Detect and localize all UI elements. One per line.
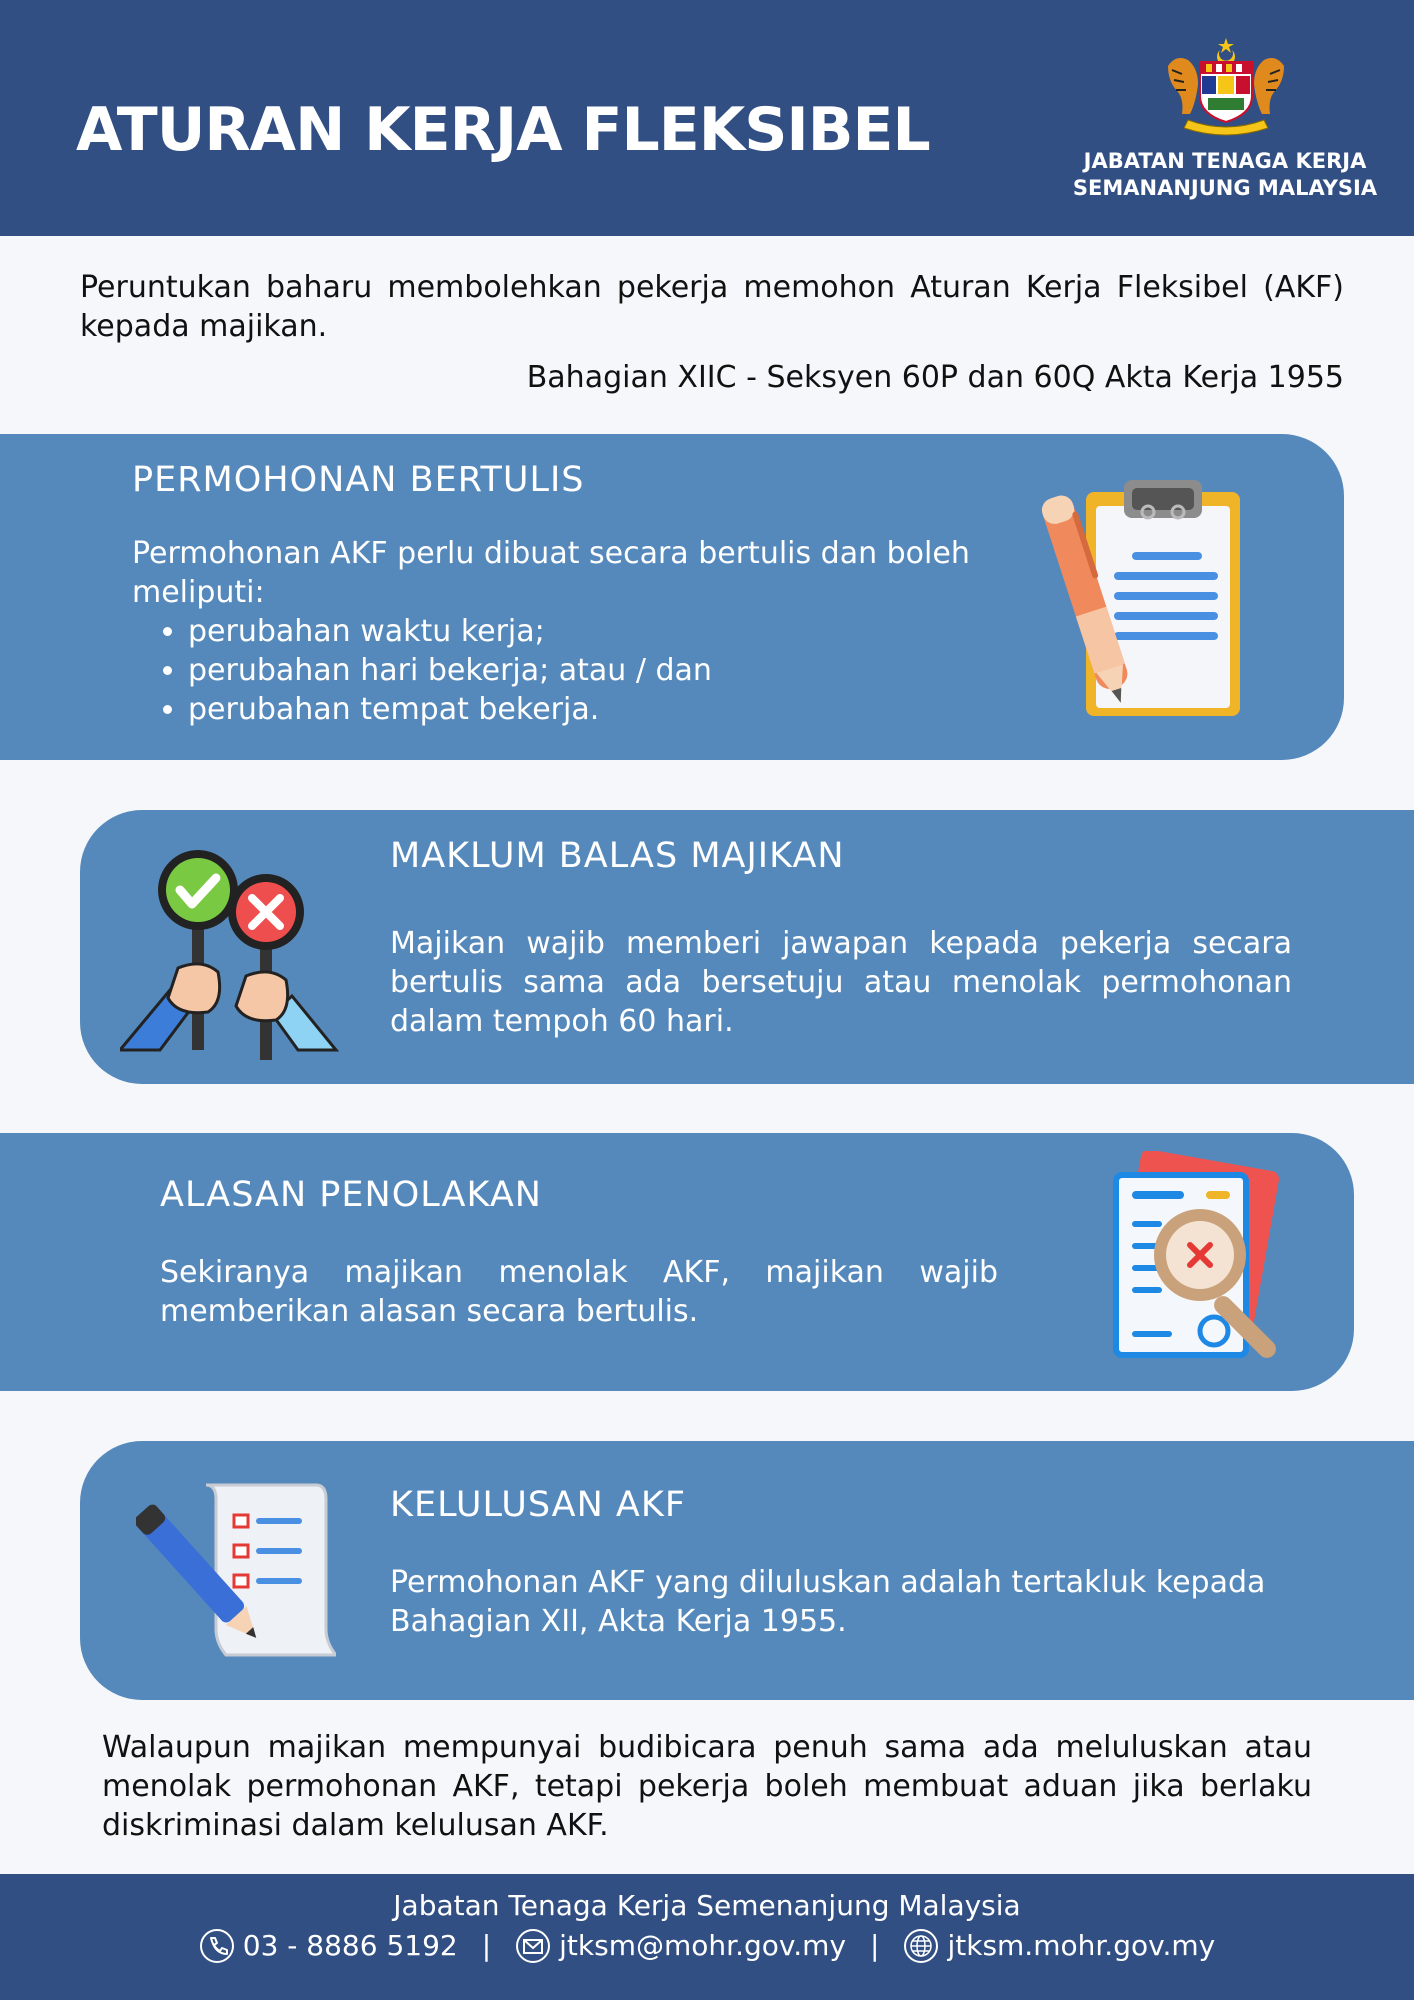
closing-note: Walaupun majikan mempunyai budibicara penuh sama ada meluluskan atau menolak permohonan AKF, tetapi pekerja boleh membuat aduan jika berlaku diskriminasi dalam kelulusan AKF. xyxy=(102,1730,1312,1843)
separator: | xyxy=(870,1929,880,1962)
email-icon xyxy=(515,1928,551,1964)
approve-reject-signs-icon xyxy=(120,840,350,1060)
section-maklum-balas-majikan xyxy=(80,810,1414,1084)
bullet-list xyxy=(132,612,982,729)
footer-agency: Jabatan Tenaga Kerja Semenanjung Malaysia xyxy=(393,1889,1021,1922)
agency-line-2: SEMANANJUNG MALAYSIA xyxy=(1072,176,1378,200)
website-link[interactable]: jtksm.mohr.gov.my xyxy=(947,1929,1216,1962)
rejected-document-magnifier-icon xyxy=(1096,1151,1296,1373)
section-body-text: Sekiranya majikan menolak AKF, majikan wajib memberikan alasan secara bertulis. xyxy=(160,1255,998,1329)
section-body xyxy=(132,534,982,729)
agency-line-1: JABATAN TENAGA KERJA xyxy=(1083,149,1367,173)
header-banner xyxy=(0,0,1414,236)
page-title: ATURAN KERJA FLEKSIBEL xyxy=(76,95,930,165)
section-body-text: Permohonan AKF yang diluluskan adalah tertakluk kepada Bahagian XII, Akta Kerja 1955. xyxy=(390,1565,1266,1639)
section-alasan-penolakan xyxy=(0,1133,1354,1391)
clipboard-pen-icon xyxy=(1028,472,1258,732)
section-title: ALASAN PENOLAKAN xyxy=(160,1175,542,1215)
intro-text: Peruntukan baharu membolehkan pekerja memohon Aturan Kerja Fleksibel (AKF) kepada majikan. xyxy=(80,270,1344,344)
list-item: • perubahan tempat bekerja. xyxy=(188,690,982,729)
section-body-text: Permohonan AKF perlu dibuat secara bertulis dan boleh meliputi: xyxy=(132,536,970,610)
section-title: PERMOHONAN BERTULIS xyxy=(132,460,585,500)
section-title: KELULUSAN AKF xyxy=(390,1485,686,1525)
list-item: • perubahan hari bekerja; atau / dan xyxy=(188,651,982,690)
contact-bar xyxy=(0,1926,1414,1966)
section-body-text: Majikan wajib memberi jawapan kepada pekerja secara bertulis sama ada bersetuju atau menolak permohonan dalam tempoh 60 hari. xyxy=(390,926,1292,1039)
separator: | xyxy=(481,1929,492,1962)
phone-number[interactable]: 03 - 8886 5192 xyxy=(242,1929,458,1962)
section-kelulusan-akf xyxy=(80,1441,1414,1700)
footer xyxy=(0,1874,1414,2000)
malaysia-coat-of-arms-icon xyxy=(1162,36,1290,136)
legal-reference: Bahagian XIIC - Seksyen 60P dan 60Q Akta Kerja 1955 xyxy=(526,360,1344,395)
section-permohonan-bertulis xyxy=(0,434,1344,760)
list-item: • perubahan waktu kerja; xyxy=(188,612,982,651)
section-title: MAKLUM BALAS MAJIKAN xyxy=(390,836,845,876)
agency-name xyxy=(1060,148,1390,202)
phone-icon xyxy=(199,1928,235,1964)
checklist-scroll-pencil-icon xyxy=(136,1471,336,1671)
globe-icon xyxy=(903,1928,939,1964)
email-link[interactable]: jtksm@mohr.gov.my xyxy=(559,1929,847,1962)
